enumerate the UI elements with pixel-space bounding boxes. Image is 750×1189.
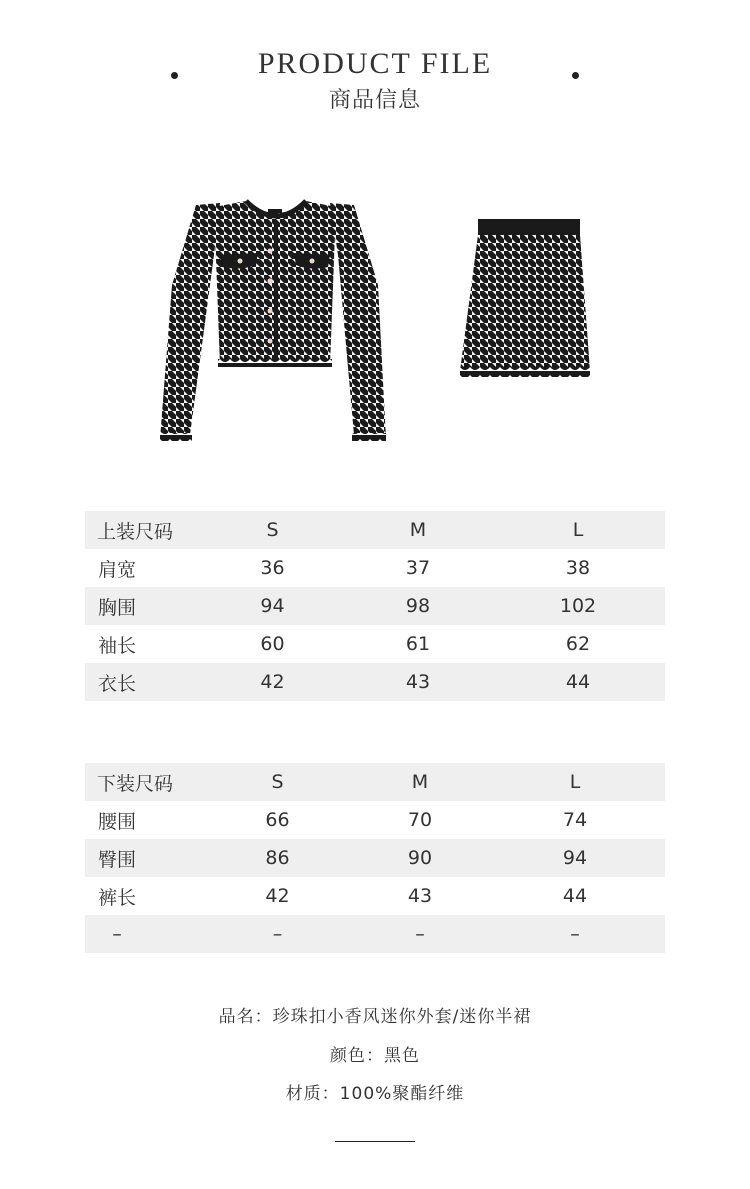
table-cell: 90 <box>407 847 433 869</box>
table-cell: 98 <box>405 595 431 617</box>
table-cell: 74 <box>562 809 588 831</box>
table-row <box>85 839 665 877</box>
table-row <box>85 587 665 625</box>
row-label: 袖长 <box>97 634 136 657</box>
table-cell: 43 <box>405 671 431 693</box>
title-english: PRODUCT FILE <box>257 47 493 80</box>
row-label: 腰围 <box>97 810 136 833</box>
row-label: – <box>112 923 122 945</box>
skirt-image <box>460 219 590 377</box>
product-images <box>0 195 750 455</box>
table-cell: 42 <box>265 885 290 907</box>
table-cell: 94 <box>260 595 285 617</box>
top-size-label: 上装尺码 <box>97 520 174 543</box>
table-cell: 86 <box>265 847 290 869</box>
row-label: 衣长 <box>97 672 136 695</box>
page-header <box>0 44 750 118</box>
table-cell: – <box>570 923 580 945</box>
row-label: 臀围 <box>97 848 136 871</box>
table-cell: 44 <box>565 671 591 693</box>
right-dot-ornament <box>572 72 579 79</box>
table-row <box>85 915 665 953</box>
size-s-header: S <box>266 519 279 541</box>
table-row <box>85 549 665 587</box>
table-row <box>85 877 665 915</box>
title-chinese: 商品信息 <box>328 88 421 113</box>
table-cell: 36 <box>260 557 285 579</box>
size-l-header: L <box>572 519 584 541</box>
product-material: 材质：100%聚酯纤维 <box>285 1084 465 1104</box>
size-s-header: S <box>271 771 284 793</box>
table-cell: 38 <box>565 557 591 579</box>
table-cell: 70 <box>407 809 433 831</box>
table-cell: 42 <box>260 671 285 693</box>
bottom-divider <box>335 1141 415 1142</box>
table-cell: – <box>272 923 283 945</box>
row-label: 肩宽 <box>97 558 136 581</box>
table-row <box>85 801 665 839</box>
top-size-table <box>85 511 665 701</box>
bottom-size-table <box>85 763 665 953</box>
product-name: 品名：珍珠扣小香风迷你外套/迷你半裙 <box>218 1007 532 1027</box>
table-row <box>85 663 665 701</box>
table-header-row <box>85 763 665 801</box>
table-cell: 37 <box>405 557 431 579</box>
table-cell: 43 <box>407 885 433 907</box>
table-cell: 44 <box>562 885 588 907</box>
size-m-header: M <box>411 771 429 793</box>
table-cell: – <box>415 923 425 945</box>
table-header-row <box>85 511 665 549</box>
size-l-header: L <box>569 771 581 793</box>
table-cell: 61 <box>405 633 431 655</box>
row-label: 胸围 <box>97 596 136 619</box>
table-row <box>85 625 665 663</box>
table-cell: 66 <box>265 809 290 831</box>
table-cell: 94 <box>562 847 588 869</box>
jacket-image <box>160 201 386 441</box>
bottom-size-label: 下装尺码 <box>97 772 174 795</box>
table-cell: 60 <box>260 633 285 655</box>
row-label: 裤长 <box>97 886 136 909</box>
product-color: 颜色：黑色 <box>330 1046 420 1066</box>
size-m-header: M <box>409 519 427 541</box>
table-cell: 102 <box>559 595 597 617</box>
left-dot-ornament <box>171 72 178 79</box>
table-cell: 62 <box>565 633 591 655</box>
